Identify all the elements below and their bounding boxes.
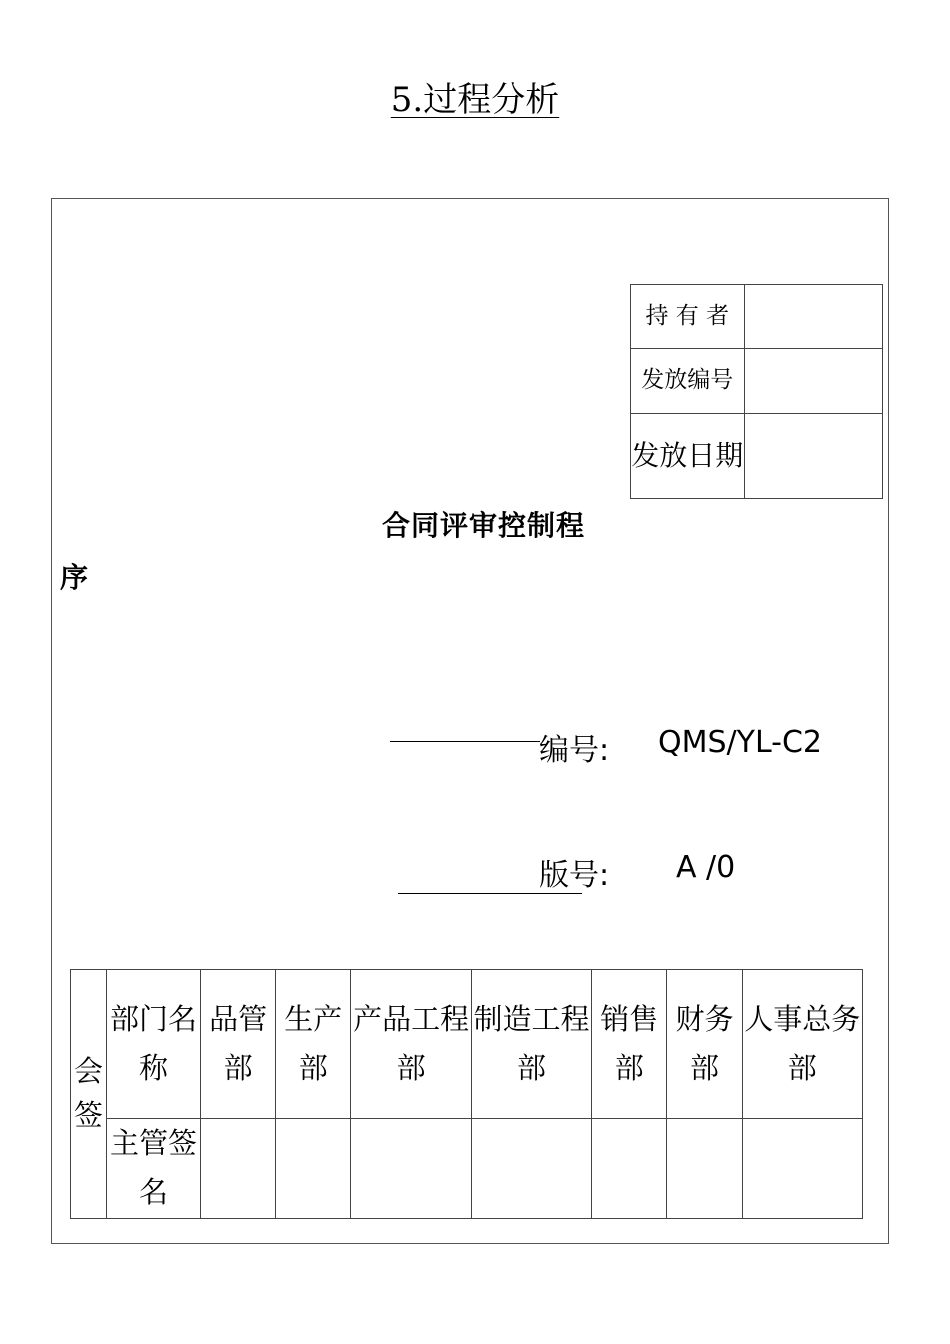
department-cell: 生产部 (276, 970, 351, 1119)
signature-cell (667, 1119, 742, 1219)
signature-cell (201, 1119, 276, 1219)
supervisor-signature-label: 主管签名 (107, 1119, 201, 1219)
department-cell: 人事总务部 (742, 970, 862, 1119)
department-cell: 产品工程部 (351, 970, 471, 1119)
department-cell: 品管部 (201, 970, 276, 1119)
issue-number-label: 发放编号 (631, 349, 745, 414)
countersign-table (70, 969, 863, 1219)
department-cell: 财务部 (667, 970, 742, 1119)
signature-cell (592, 1119, 667, 1219)
issue-date-label: 发放日期 (631, 414, 745, 499)
department-name-label: 部门名称 (107, 970, 201, 1119)
signature-cell (276, 1119, 351, 1219)
document-title-continued: 序 (60, 561, 89, 594)
signature-row (71, 1119, 863, 1219)
cover-frame (51, 198, 889, 1244)
issue-number-value (744, 349, 882, 414)
holder-row (631, 285, 883, 349)
doc-number-value: QMS/YL-C2 (658, 725, 823, 760)
page-heading: 5.过程分析 (390, 80, 560, 120)
doc-number-label: 编号: (539, 733, 610, 768)
issue-date-value (744, 414, 882, 499)
holder-label: 持 有 者 (631, 285, 745, 349)
holder-value (744, 285, 882, 349)
signature-cell (742, 1119, 862, 1219)
document-title: 合同评审控制程 (382, 509, 586, 542)
issue-date-row (631, 414, 883, 499)
department-cell: 制造工程部 (471, 970, 591, 1119)
department-row (71, 970, 863, 1119)
version-label: 版号: (539, 858, 610, 893)
signature-cell (471, 1119, 591, 1219)
version-value: A /0 (676, 850, 736, 885)
holder-table (630, 284, 883, 499)
number-rule (390, 741, 540, 742)
department-cell: 销售部 (592, 970, 667, 1119)
issue-number-row (631, 349, 883, 414)
countersign-label: 会签 (71, 970, 107, 1219)
signature-cell (351, 1119, 471, 1219)
